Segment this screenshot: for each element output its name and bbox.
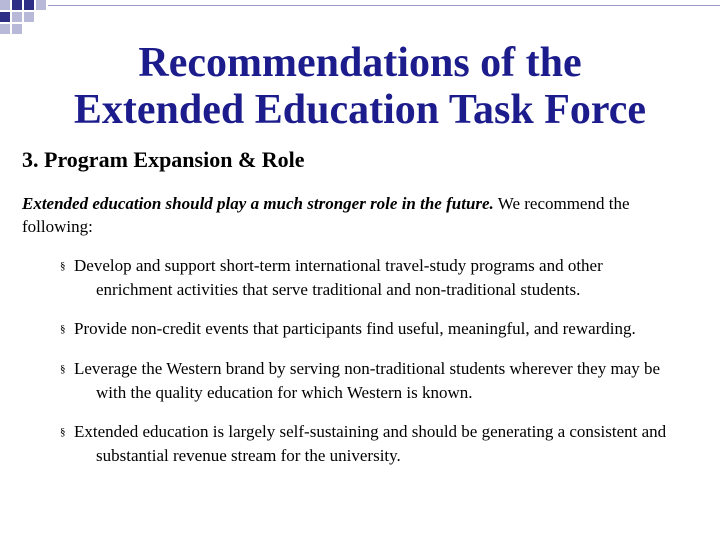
bullet-marker-icon: § xyxy=(60,426,66,438)
slide-title xyxy=(0,40,720,134)
decoration-square xyxy=(12,0,22,10)
recommendation-item xyxy=(60,317,680,341)
recommendation-text: Develop and support short-term international travel-study programs and other enrichment activities that serve traditional and non-traditional students. xyxy=(74,256,603,299)
bullet-marker-icon: § xyxy=(60,260,66,272)
decoration-square xyxy=(24,0,34,10)
recommendation-item xyxy=(60,254,680,301)
header-decoration xyxy=(0,0,720,40)
slide-title-line: Extended Education Task Force xyxy=(73,87,647,133)
recommendation-item xyxy=(60,420,680,467)
recommendation-text: Provide non-credit events that participants find useful, meaningful, and rewarding. xyxy=(74,319,636,338)
slide-title-line: Recommendations of the xyxy=(138,40,582,86)
decoration-square xyxy=(12,24,22,34)
decoration-square xyxy=(0,0,10,10)
decoration-square xyxy=(12,12,22,22)
intro-emphasis: Extended education should play a much stronger role in the future. xyxy=(22,194,494,213)
section-heading: 3. Program Expansion & Role xyxy=(22,147,305,172)
decoration-square xyxy=(0,12,10,22)
decoration-square xyxy=(0,24,10,34)
recommendation-text: Leverage the Western brand by serving non-traditional students wherever they may be with the quality education for which Western is known. xyxy=(74,359,661,402)
bullet-marker-icon: § xyxy=(60,363,66,375)
recommendation-item xyxy=(60,357,680,404)
recommendation-text: Extended education is largely self-sustaining and should be generating a consistent and substantial revenue stream for the university. xyxy=(74,422,667,465)
decoration-square xyxy=(36,0,46,10)
intro-text: We recommend the following: xyxy=(22,194,630,236)
intro-paragraph xyxy=(22,192,702,238)
decoration-rule xyxy=(48,5,720,6)
bullet-marker-icon: § xyxy=(60,323,66,335)
decoration-square xyxy=(24,12,34,22)
recommendation-list xyxy=(60,254,680,483)
